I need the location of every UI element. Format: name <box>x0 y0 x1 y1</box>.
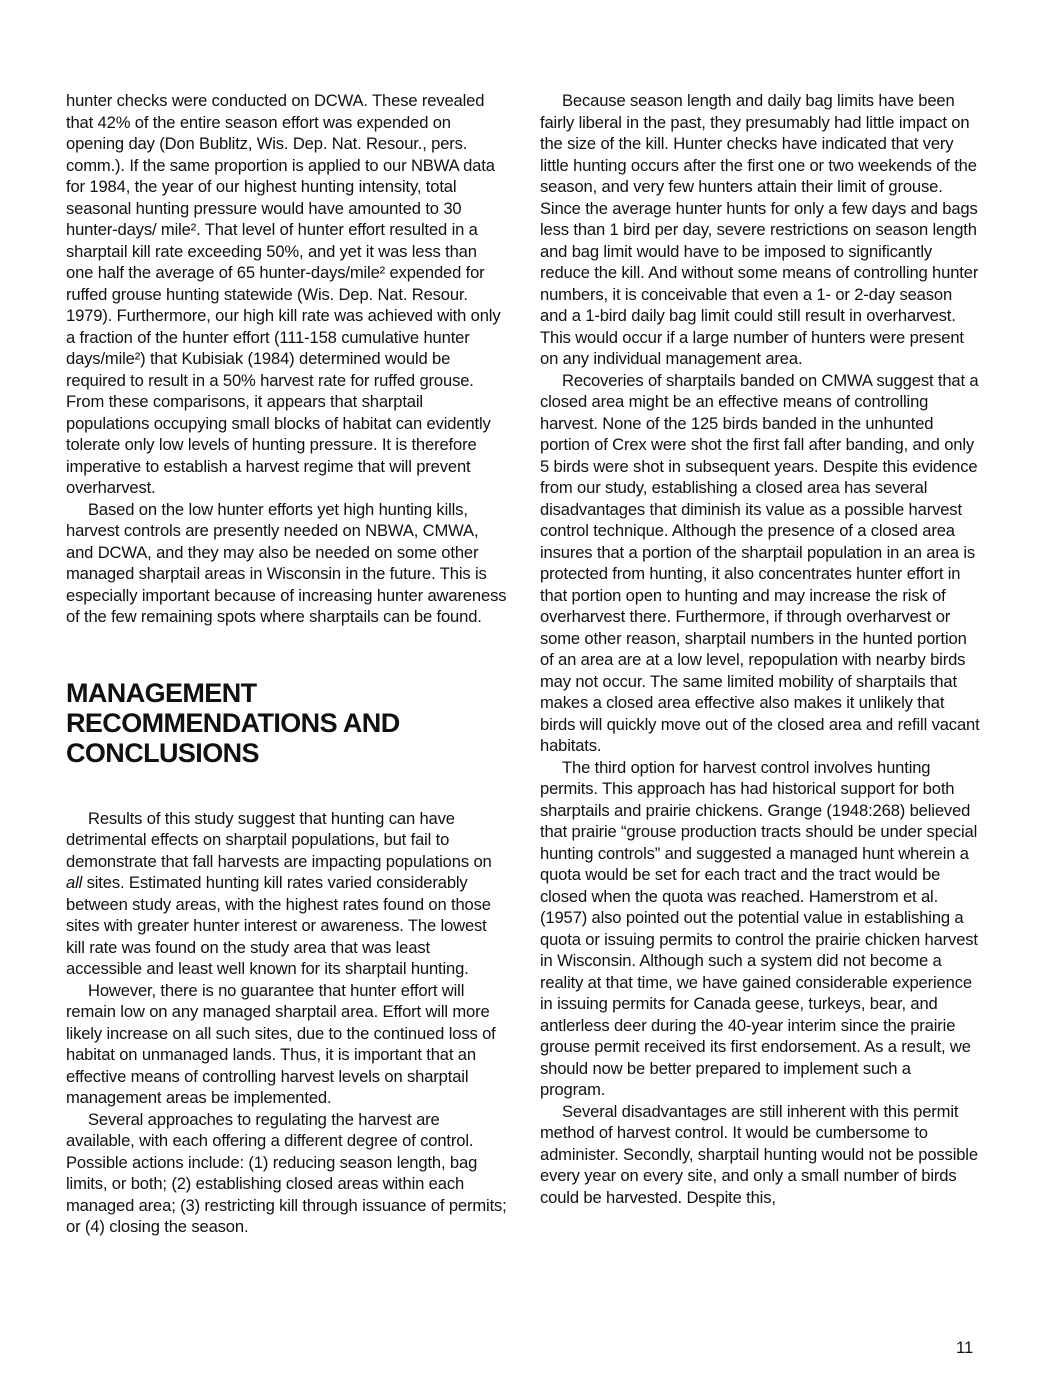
page-number: 11 <box>956 1338 974 1357</box>
study-results-italic-word: all <box>66 873 83 892</box>
left-column <box>66 90 508 1238</box>
paragraph-hunter-checks: hunter checks were conducted on DCWA. These revealed that 42% of the entire season effort was expended on opening day (Don Bublitz, Wis. Dep. Nat. Resour., pers. comm.). If the same proportion is applied to our NBWA data for 1984, the year of our highest hunting intensity, total seasonal hunting pressure would have amounted to 30 hunter-days/ mile². That level of hunter effort resulted in a sharptail kill rate exceeding 50%, and yet it was less than one half the average of 65 hunter-days/mile² expended for ruffed grouse hunting statewide (Wis. Dep. Nat. Resour. 1979). Furthermore, our high kill rate was achieved with only a fraction of the hunter effort (111-158 cumulative hunter days/mile²) that Kubisiak (1984) determined would be required to result in a 50% harvest rate for ruffed grouse. From these comparisons, it appears that sharptail populations occupying small blocks of habitat can evidently tolerate only low levels of hunting pressure. It is therefore imperative to establish a harvest regime that will prevent overharvest. <box>66 91 501 497</box>
paragraph-permit-disadvantages: Several disadvantages are still inherent with this permit method of harvest control. It would be cumbersome to administer. Secondly, sharptail hunting would not be possible every year on every site, and only a small number of birds could be harvested. Despite this, <box>540 1101 978 1207</box>
study-results-text-start: Results of this study suggest that hunting can have detrimental effects on sharptail populations, but fail to demonstrate that fall harvests are impacting populations on <box>66 808 492 871</box>
right-column <box>540 90 980 1208</box>
paragraph-harvest-controls-needed: Based on the low hunter efforts yet high hunting kills, harvest controls are presently needed on NBWA, CMWA, and DCWA, and they may also be needed on some other managed sharptail areas in Wisconsin in the future. This is especially important because of increasing hunter awareness of the few remaining spots where sharptails can be found. <box>66 499 507 626</box>
paragraph-closed-area: Recoveries of sharptails banded on CMWA suggest that a closed area might be an effective means of controlling harvest. None of the 125 birds banded in the unhunted portion of Crex were shot the first fall after banding, and only 5 birds were shot in subsequent years. Despite this evidence from our study, establishing a closed area has several disadvantages that diminish its value as a possible harvest control technique. Although the presence of a closed area insures that a portion of the sharptail population in an area is protected from hunting, it also concentrates hunter effort in that portion open to hunting and may increase the risk of overharvest there. Furthermore, if through overharvest or some other reason, sharptail numbers in the hunted portion of an area are at a low level, repopulation with nearby birds may not occur. The same limited mobility of sharptails that makes a closed area effective also makes it unlikely that birds will quickly move out of the closed area and refill vacant habitats. <box>540 370 980 755</box>
section-heading: MANAGEMENT RECOMMENDATIONS AND CONCLUSIONS <box>66 677 400 768</box>
paragraph-approaches: Several approaches to regulating the harvest are available, with each offering a different degree of control. Possible actions include: (1) reducing season length, bag limits, or both; (2) establishing closed areas within each managed area; (3) restricting kill through issuance of permits; or (4) closing the season. <box>66 1109 507 1236</box>
study-results-text-end: sites. Estimated hunting kill rates varied considerably between study areas, with the highest rates found on those sites with greater hunter interest or awareness. The lowest kill rate was found on the study area that was least accessible and least well known for its sharptail hunting. <box>66 873 491 978</box>
paragraph-season-length: Because season length and daily bag limits have been fairly liberal in the past, they presumably had little impact on the size of the kill. Hunter checks have indicated that very little hunting occurs after the first one or two weekends of the season, and very few hunters attain their limit of grouse. Since the average hunter hunts for only a few days and bags less than 1 bird per day, severe restrictions on season length and bag limit would have to be imposed to significantly reduce the kill. And without some means of controlling hunter numbers, it is conceivable that even a 1- or 2-day season and a 1-bird daily bag limit could still result in overharvest. This would occur if a large number of hunters were present on any individual management area. <box>540 91 979 368</box>
paragraph-hunting-permits: The third option for harvest control involves hunting permits. This approach has had historical support for both sharptails and prairie chickens. Grange (1948:268) believed that prairie “grouse production tracts should be under special hunting controls” and suggested a managed hunt wherein a quota would be set for each tract and the tract would be closed when the quota was reached. Hamerstrom et al. (1957) also pointed out the potential value in establishing a quota or issuing permits to control the prairie chicken harvest in Wisconsin. Although such a system did not become a reality at that time, we have gained considerable experience in issuing permits for Canada geese, turkeys, bear, and antlerless deer during the 40-year interim since the prairie grouse permit received its first endorsement. As a result, we should now be better prepared to implement such a program. <box>540 757 978 1099</box>
paragraph-no-guarantee: However, there is no guarantee that hunter effort will remain low on any managed sharptail area. Effort will more likely increase on all such sites, due to the continued loss of habitat on unmanaged lands. Thus, it is important that an effective means of controlling harvest levels on sharptail management areas be implemented. <box>66 980 496 1107</box>
paragraph-study-results <box>66 808 508 980</box>
